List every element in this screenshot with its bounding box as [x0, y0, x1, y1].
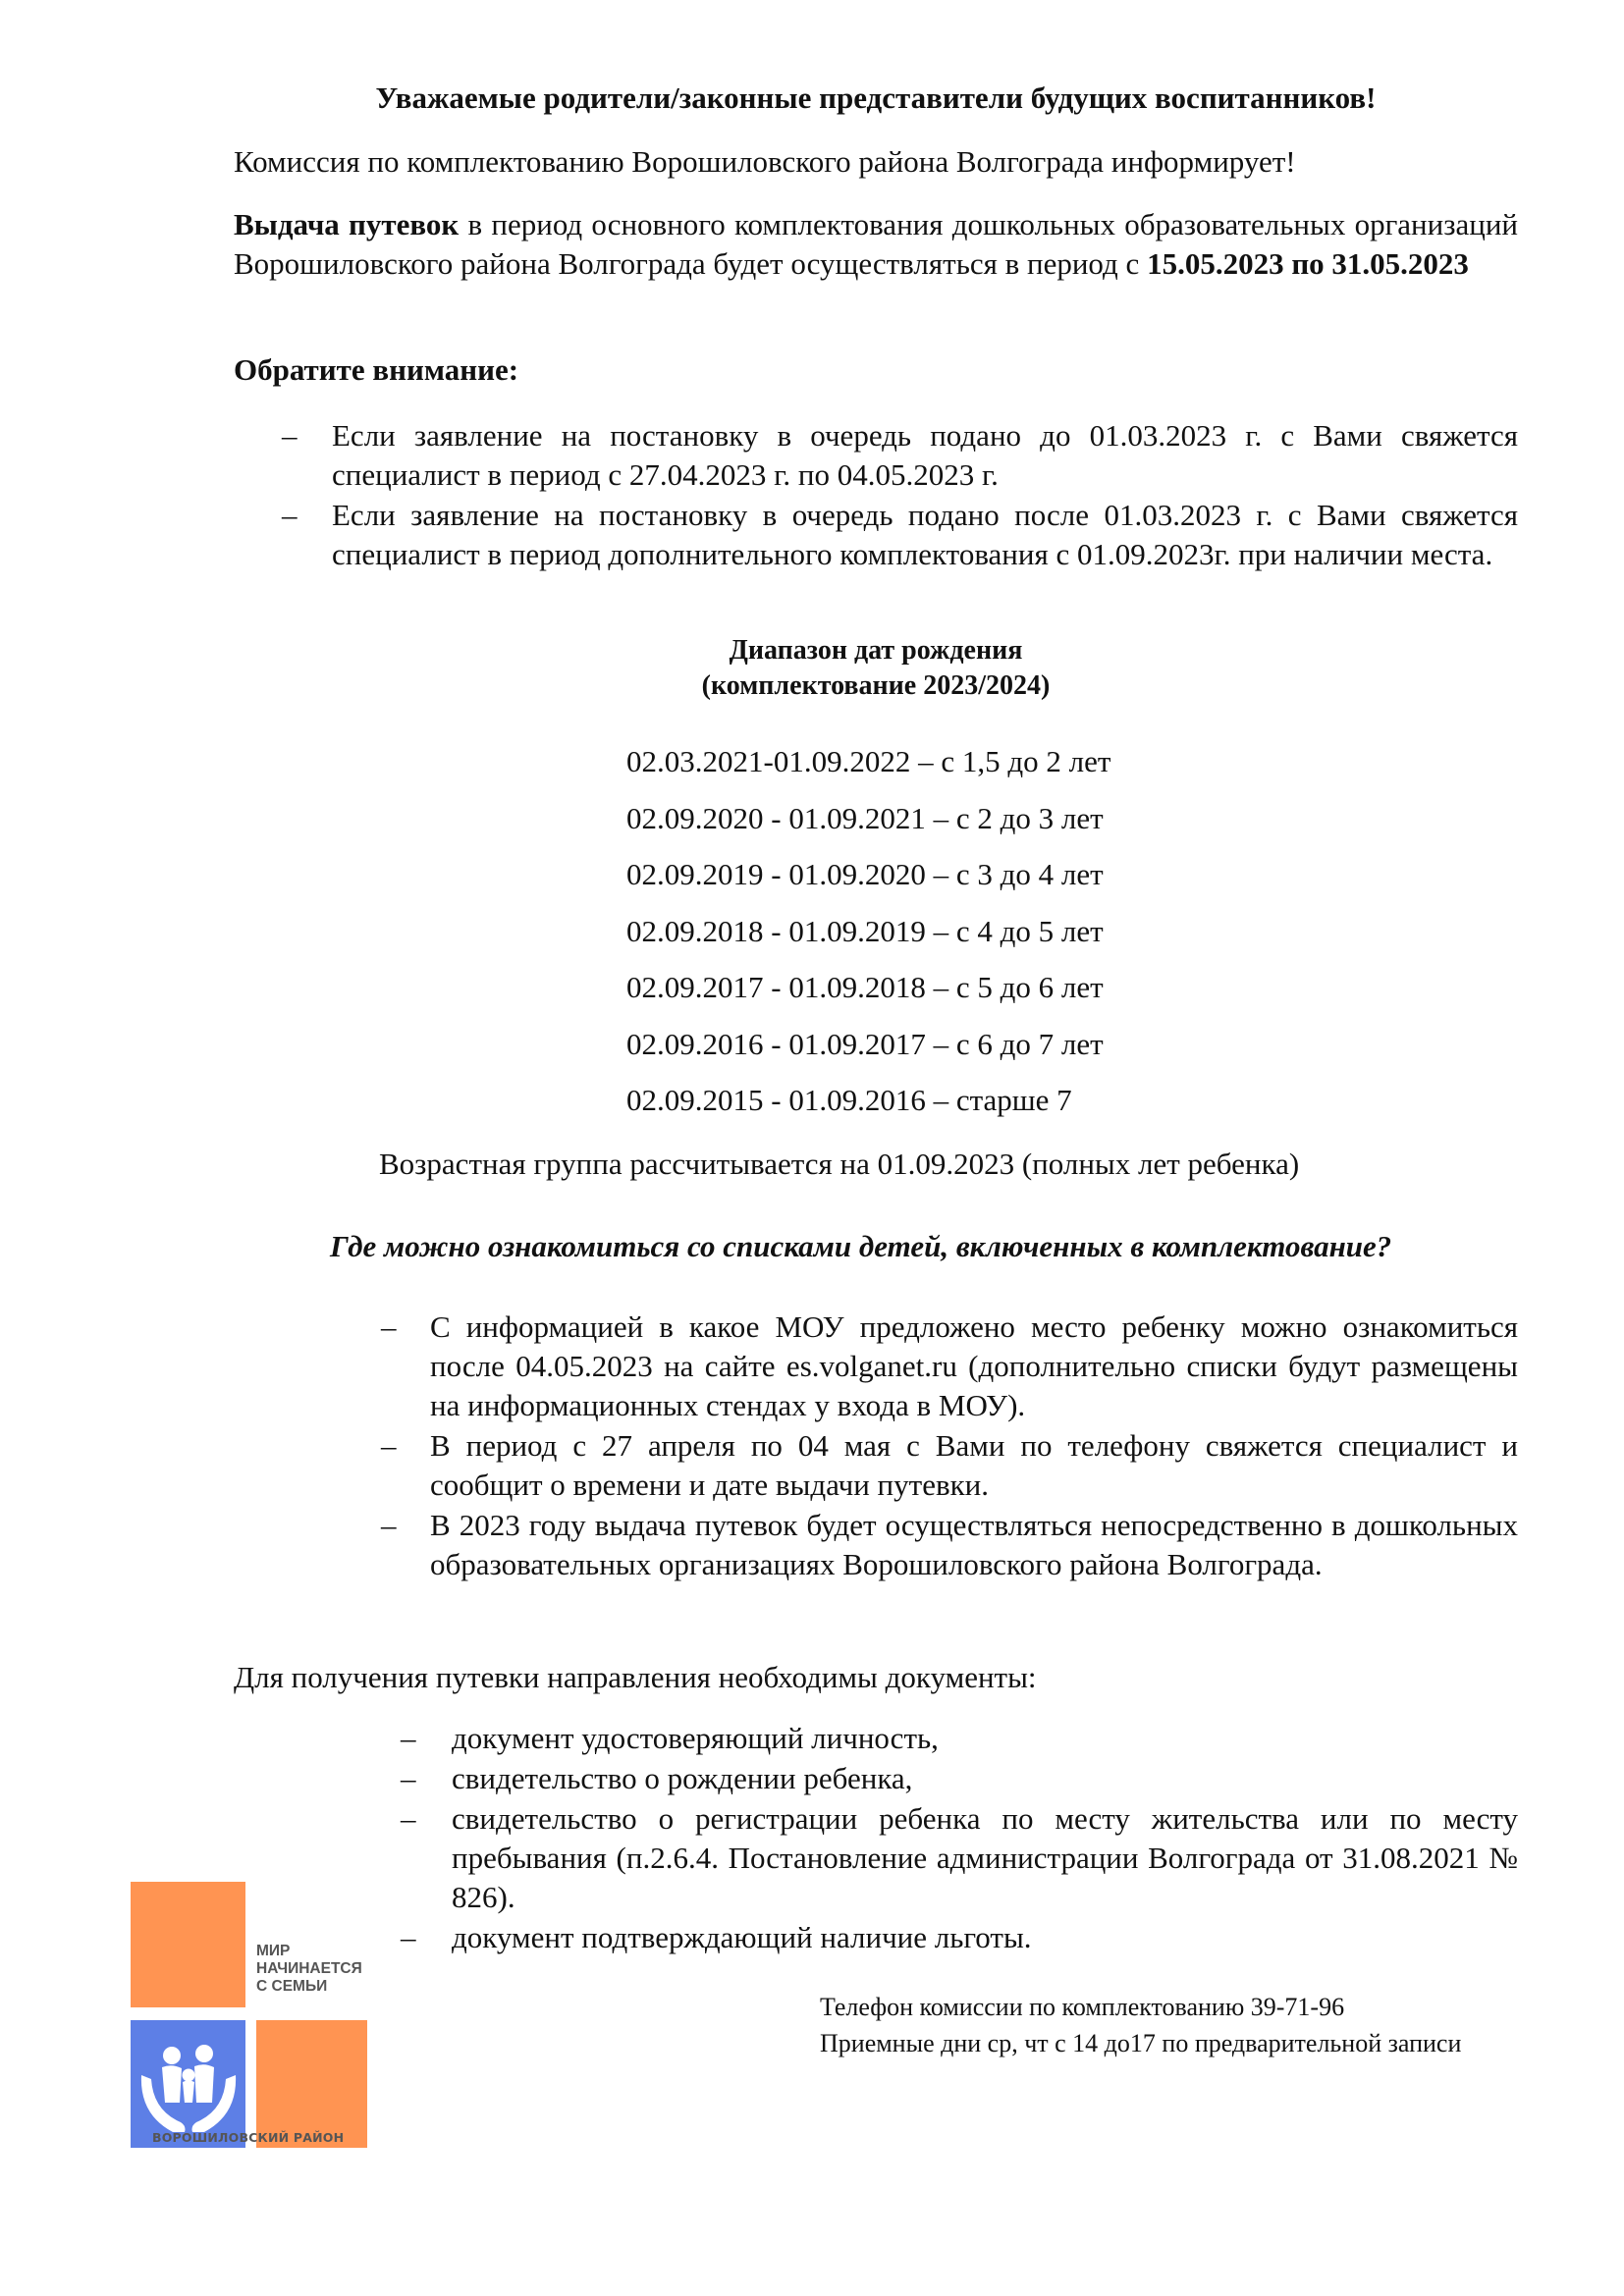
lists-info-list — [381, 1308, 1518, 1585]
attention-heading: Обратите внимание: — [234, 352, 519, 387]
birth-range-item: 02.03.2021-01.09.2022 – с 1,5 до 2 лет — [626, 744, 1111, 778]
issuance-lead: Выдача путевок — [234, 207, 460, 241]
list-item — [401, 1719, 1518, 1758]
intro-text: Комиссия по комплектованию Ворошиловского района Волгограда информирует! — [234, 144, 1296, 179]
birth-range-item: 02.09.2019 - 01.09.2020 – с 3 до 4 лет — [626, 857, 1104, 891]
list-item-text: С информацией в какое МОУ предложено место ребенку можно ознакомиться после 04.05.2023 на сайте es.volganet.ru (дополнительно списки будут размещены на информационных стендах у входа в МОУ). — [430, 1309, 1518, 1422]
contact-info — [820, 1989, 1461, 2061]
list-item-text: Если заявление на постановку в очередь подано до 01.03.2023 г. с Вами свяжется специалист в период с 27.04.2023 г. по 04.05.2023 г. — [332, 418, 1518, 492]
dash-bullet: – — [401, 1721, 416, 1755]
list-item — [381, 1308, 1518, 1425]
birth-ranges-title-line1: Диапазон дат рождения — [729, 635, 1023, 666]
dash-bullet: – — [401, 1761, 416, 1795]
list-item — [282, 416, 1518, 495]
birth-range-item: 02.09.2016 - 01.09.2017 – с 6 до 7 лет — [626, 1026, 1104, 1061]
list-item — [282, 496, 1518, 574]
birth-range-item: 02.09.2018 - 01.09.2019 – с 4 до 5 лет — [626, 913, 1104, 948]
list-item-text: документ подтверждающий наличие льготы. — [452, 1920, 1032, 1954]
documents-list — [401, 1719, 1518, 1958]
list-item — [381, 1506, 1518, 1584]
dash-bullet: – — [282, 498, 298, 532]
birth-ranges-title — [234, 633, 1518, 704]
svg-text:С СЕМЬИ: С СЕМЬИ — [256, 1978, 328, 1995]
list-item-text: Если заявление на постановку в очередь подано после 01.03.2023 г. с Вами свяжется специалист в период дополнительного комплектования с 01.09.2023г. при наличии места. — [332, 498, 1518, 571]
dash-bullet: – — [401, 1801, 416, 1836]
birth-ranges-list — [626, 742, 1110, 1138]
issuance-paragraph — [234, 205, 1518, 284]
list-item-text: В 2023 году выдача путевок будет осуществляться непосредственно в дошкольных образовательных организациях Ворошиловского района Волгограда. — [430, 1508, 1518, 1581]
lists-question: Где можно ознакомиться со списками детей, включенных в комплектование? — [330, 1229, 1392, 1263]
list-item-text: свидетельство о рождении ребенка, — [452, 1761, 913, 1795]
birth-range-item: 02.09.2020 - 01.09.2021 – с 2 до 3 лет — [626, 800, 1104, 835]
list-item-text: свидетельство о регистрации ребенка по месту жительства или по месту пребывания (п.2.6.4. Постановление администрации Волгограда от 31.08.2021 № 826). — [452, 1801, 1518, 1914]
commission-phone: Телефон комиссии по комплектованию 39-71-96 — [820, 1993, 1345, 2021]
list-item-text: В период с 27 апреля по 04 мая с Вами по телефону свяжется специалист и сообщит о времени и дате выдачи путевки. — [430, 1428, 1518, 1502]
svg-text:МИР: МИР — [256, 1943, 291, 1959]
reception-hours: Приемные дни ср, чт с 14 до17 по предварительной записи — [820, 2029, 1462, 2057]
birth-range-item: 02.09.2017 - 01.09.2018 – с 5 до 6 лет — [626, 970, 1104, 1004]
birth-ranges-title-line2: (комплектование 2023/2024) — [701, 670, 1051, 701]
age-note: Возрастная группа рассчитывается на 01.09.2023 (полных лет ребенка) — [379, 1147, 1300, 1181]
list-item — [401, 1759, 1518, 1798]
svg-text:НАЧИНАЕТСЯ: НАЧИНАЕТСЯ — [256, 1960, 362, 1977]
documents-intro: Для получения путевки направления необходимы документы: — [234, 1660, 1037, 1694]
issuance-text: в период основного комплектования дошкольных образовательных организаций Ворошиловского района Волгограда будет осуществляться в период с — [234, 207, 1518, 281]
attention-list — [282, 416, 1518, 575]
list-item-text: документ удостоверяющий личность, — [452, 1721, 939, 1755]
list-item — [401, 1799, 1518, 1917]
page-title: Уважаемые родители/законные представители будущих воспитанников! — [375, 80, 1377, 115]
logo-orange-square-top — [131, 1882, 245, 2007]
dash-bullet: – — [381, 1428, 397, 1463]
dash-bullet: – — [381, 1508, 397, 1542]
dash-bullet: – — [401, 1920, 416, 1954]
list-item — [381, 1426, 1518, 1505]
dash-bullet: – — [381, 1309, 397, 1344]
list-item — [401, 1918, 1518, 1957]
issuance-period: 15.05.2023 по 31.05.2023 — [1147, 246, 1469, 281]
logo-slogan — [256, 1943, 362, 1995]
dash-bullet: – — [282, 418, 298, 453]
district-name: ВОРОШИЛОВСКИЙ РАЙОН — [152, 2130, 345, 2145]
birth-range-item: 02.09.2015 - 01.09.2016 – старше 7 — [626, 1083, 1072, 1117]
